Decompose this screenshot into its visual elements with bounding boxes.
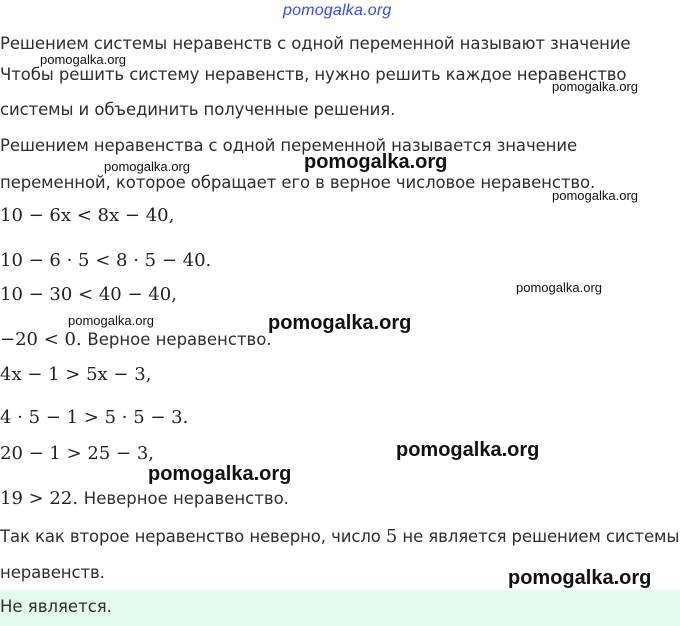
answer-box xyxy=(0,590,680,626)
watermark-small: pomogalka.org xyxy=(40,52,126,67)
math-line-3: 10 − 30 < 40 − 40, xyxy=(0,284,177,305)
text-line-3: системы и объединить полученные решения. xyxy=(0,100,396,119)
math-line-1: 10 − 6x < 8x − 40, xyxy=(0,205,175,226)
conclusion-number: 5 xyxy=(385,526,398,547)
math-line-2: 10 − 6 · 5 < 8 · 5 − 40. xyxy=(0,250,212,271)
text-line-5: переменной, которое обращает его в верное числовое неравенство. xyxy=(0,173,596,192)
math-expression: 19 > 22. xyxy=(0,488,79,509)
conclusion-line-2: неравенств. xyxy=(0,563,105,582)
watermark-small: pomogalka.org xyxy=(104,159,190,174)
math-line-7: 20 − 1 > 25 − 3, xyxy=(0,443,155,464)
text-line-1: Решением системы неравенств с одной переменной называют значение xyxy=(0,34,631,53)
text-line-4: Решением неравенства с одной переменной называется значение xyxy=(0,136,578,155)
math-line-5: 4x − 1 > 5x − 3, xyxy=(0,364,152,385)
conclusion-text: Так как второе неравенство неверно, число xyxy=(0,527,386,546)
conclusion-line-1 xyxy=(0,526,679,547)
watermark-large: pomogalka.org xyxy=(304,151,448,173)
math-line-8 xyxy=(0,488,289,509)
math-note: Неверное неравенство. xyxy=(83,489,289,508)
watermark-large: pomogalka.org xyxy=(508,567,652,589)
watermark-small: pomogalka.org xyxy=(552,79,638,94)
watermark-small: pomogalka.org xyxy=(68,313,154,328)
watermark-large: pomogalka.org xyxy=(148,463,292,485)
math-line-4 xyxy=(0,329,272,350)
watermark-large: pomogalka.org xyxy=(396,439,540,461)
answer-text: Не является. xyxy=(0,597,112,616)
watermark-small: pomogalka.org xyxy=(552,188,638,203)
text-line-2: Чтобы решить систему неравенств, нужно решить каждое неравенство xyxy=(0,65,627,84)
math-line-6: 4 · 5 − 1 > 5 · 5 − 3. xyxy=(0,407,189,428)
watermark-top: pomogalka.org xyxy=(283,2,392,19)
math-expression: −20 < 0. xyxy=(0,329,82,350)
watermark-small: pomogalka.org xyxy=(516,280,602,295)
conclusion-text: не является решением системы xyxy=(397,527,680,546)
watermark-large: pomogalka.org xyxy=(268,312,412,334)
math-note: Верное неравенство. xyxy=(87,330,272,349)
